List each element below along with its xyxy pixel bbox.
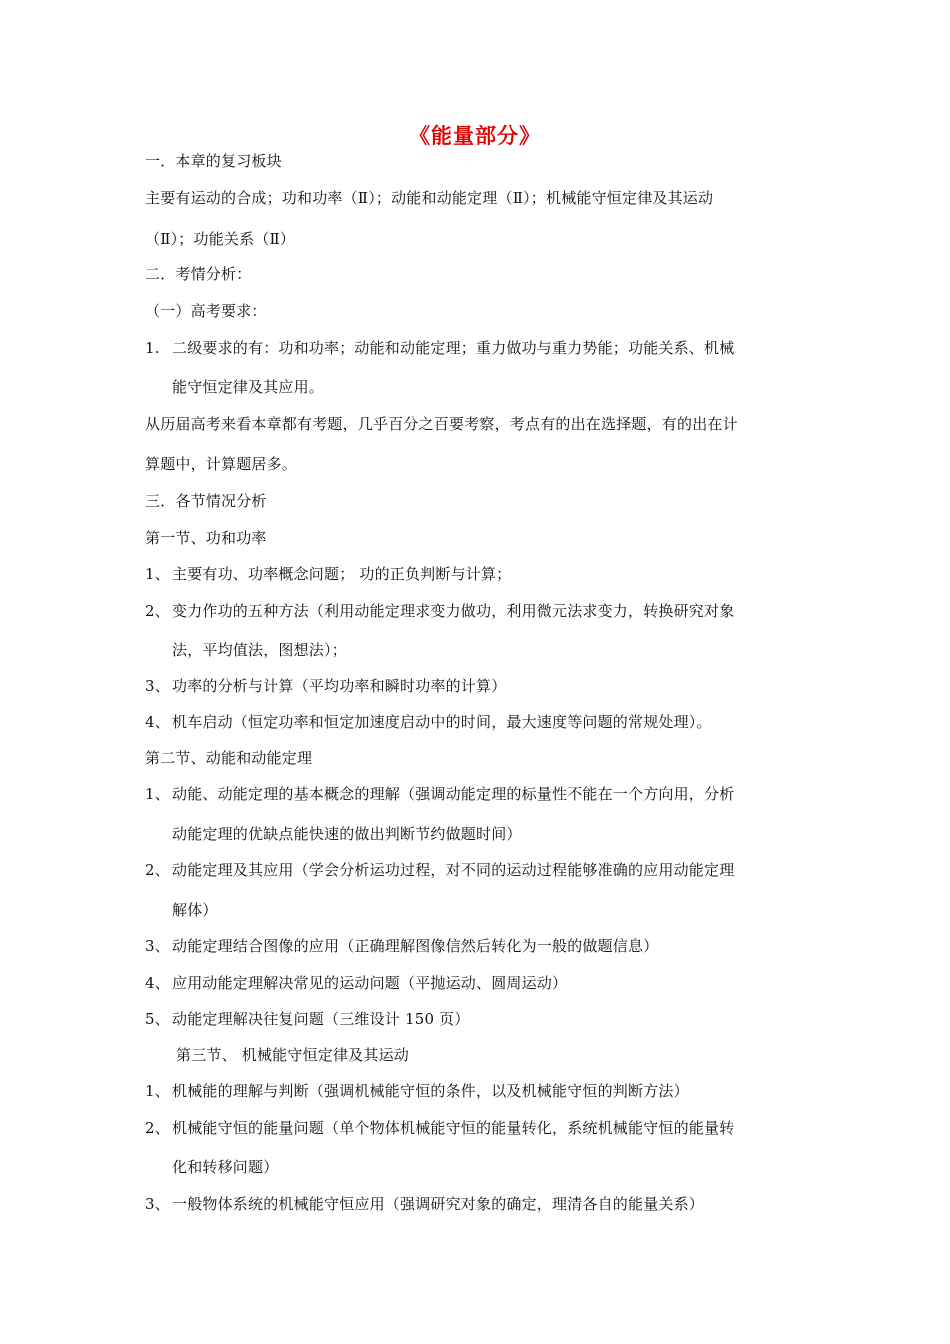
list-marker: 1、 bbox=[145, 785, 170, 803]
list-item bbox=[145, 783, 734, 805]
subsection-heading: （一）高考要求： bbox=[145, 302, 267, 320]
paragraph-line: 主要有运动的合成；功和功率（Ⅱ）；动能和动能定理（Ⅱ）；机械能守恒定律及其运动 bbox=[145, 189, 714, 207]
list-item bbox=[145, 711, 712, 733]
section-heading-3: 三．各节情况分析 bbox=[145, 492, 267, 510]
list-item bbox=[145, 859, 734, 881]
list-item bbox=[145, 1080, 689, 1102]
document-title: 《能量部分》 bbox=[409, 124, 541, 148]
list-item-text: 动能定理结合图像的应用（正确理解图像信然后转化为一般的做题信息） bbox=[172, 937, 659, 955]
list-item-text: 机车启动（恒定功率和恒定加速度启动中的时间，最大速度等问题的常规处理）。 bbox=[172, 713, 712, 731]
paragraph-line: 从历届高考来看本章都有考题，几乎百分之百要考察，考点有的出在选择题，有的出在计 bbox=[145, 415, 738, 433]
list-marker: 5、 bbox=[145, 1010, 170, 1028]
list-item-text: 动能、动能定理的基本概念的理解（强调动能定理的标量性不能在一个方向用，分析 bbox=[172, 785, 735, 803]
list-marker: 1. bbox=[145, 339, 160, 357]
section-heading-1: 一．本章的复习板块 bbox=[145, 152, 282, 170]
list-item-continuation: 法，平均值法，图想法）； bbox=[172, 641, 347, 659]
list-item-text: 机械能守恒的能量问题（单个物体机械能守恒的能量转化，系统机械能守恒的能量转 bbox=[172, 1119, 735, 1137]
list-item bbox=[145, 935, 658, 957]
paragraph-line: （Ⅱ）；功能关系（Ⅱ） bbox=[145, 230, 296, 248]
list-marker: 4、 bbox=[145, 974, 170, 992]
list-marker: 1、 bbox=[145, 1082, 170, 1100]
list-item-text: 主要有功、功率概念问题； 功的正负判断与计算； bbox=[172, 565, 512, 583]
section-subheading: 第二节、动能和动能定理 bbox=[145, 749, 313, 767]
list-item-text: 二级要求的有：功和功率；动能和动能定理；重力做功与重力势能；功能关系、机械 bbox=[172, 339, 735, 357]
list-item-text: 一般物体系统的机械能守恒应用（强调研究对象的确定，理清各自的能量关系） bbox=[172, 1195, 705, 1213]
list-item bbox=[145, 337, 734, 359]
list-item bbox=[145, 675, 506, 697]
list-item bbox=[145, 1117, 734, 1139]
list-marker: 3、 bbox=[145, 677, 170, 695]
list-marker: 2、 bbox=[145, 602, 170, 620]
list-item-text: 机械能的理解与判断（强调机械能守恒的条件，以及机械能守恒的判断方法） bbox=[172, 1082, 689, 1100]
list-item-text: 变力作功的五种方法（利用动能定理求变力做功，利用微元法求变力，转换研究对象 bbox=[172, 602, 735, 620]
list-item-text: 功率的分析与计算（平均功率和瞬时功率的计算） bbox=[172, 677, 507, 695]
list-item-continuation: 解体） bbox=[172, 901, 218, 919]
list-item bbox=[145, 563, 511, 585]
list-marker: 3、 bbox=[145, 937, 170, 955]
section-subheading: 第一节、功和功率 bbox=[145, 529, 267, 547]
list-item-continuation: 能守恒定律及其应用。 bbox=[172, 378, 325, 396]
list-item bbox=[145, 600, 734, 622]
section-heading-2: 二．考情分析： bbox=[145, 265, 252, 283]
list-item-text: 应用动能定理解决常见的运动问题（平抛运动、圆周运动） bbox=[172, 974, 568, 992]
list-item-text: 动能定理及其应用（学会分析运功过程，对不同的运动过程能够准确的应用动能定理 bbox=[172, 861, 735, 879]
list-marker: 2、 bbox=[145, 1119, 170, 1137]
section-subheading: 第三节、 机械能守恒定律及其运动 bbox=[176, 1046, 409, 1064]
list-item bbox=[145, 972, 567, 994]
list-item-text: 动能定理解决往复问题（三维设计 150 页） bbox=[172, 1010, 470, 1028]
paragraph-line: 算题中，计算题居多。 bbox=[145, 455, 298, 473]
list-item-continuation: 化和转移问题） bbox=[172, 1158, 279, 1176]
list-marker: 3、 bbox=[145, 1195, 170, 1213]
list-item bbox=[145, 1193, 704, 1215]
list-marker: 1、 bbox=[145, 565, 170, 583]
list-marker: 2、 bbox=[145, 861, 170, 879]
list-item bbox=[145, 1008, 470, 1030]
list-marker: 4、 bbox=[145, 713, 170, 731]
list-item-continuation: 动能定理的优缺点能快速的做出判断节约做题时间） bbox=[172, 825, 522, 843]
